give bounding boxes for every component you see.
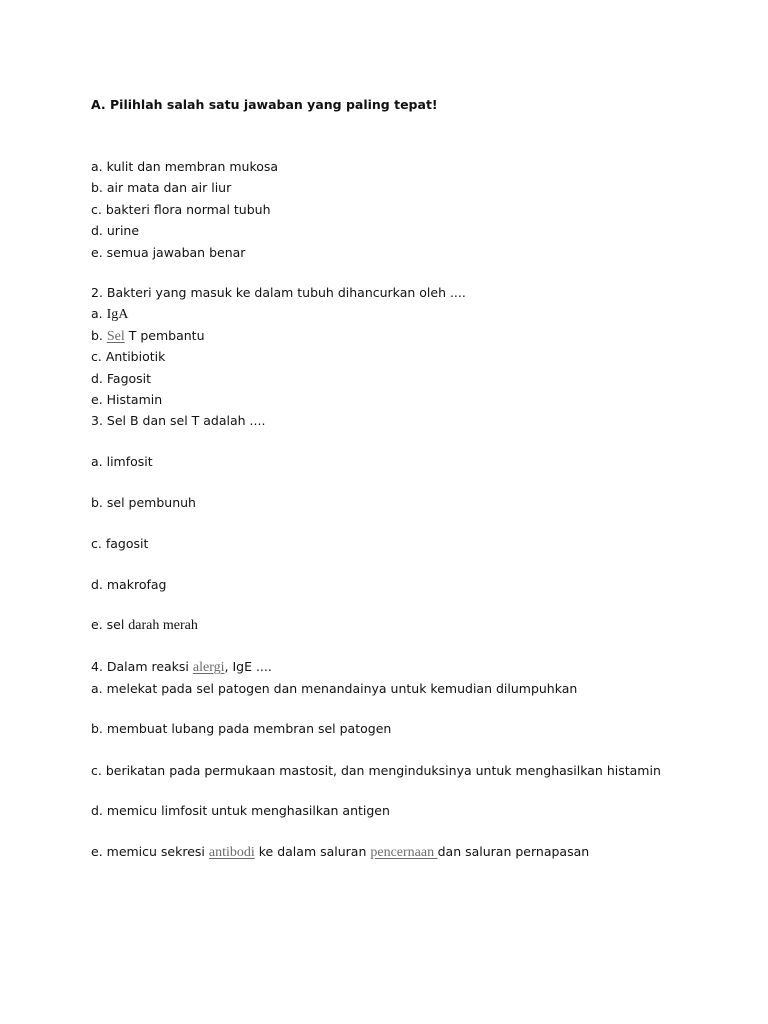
q2-option-a-prefix: a. [91, 306, 107, 321]
q4-option-a: a. melekat pada sel patogen dan menandainya untuk kemudian dilumpuhkan [91, 681, 578, 696]
q4-option-b: b. membuat lubang pada membran sel patogen [91, 721, 392, 736]
q3-question: 3. Sel B dan sel T adalah .... [91, 413, 266, 428]
antibodi-link[interactable]: antibodi [208, 845, 255, 860]
q2-option-d: d. Fagosit [91, 371, 152, 386]
q2-option-a-term: IgA [106, 307, 129, 322]
q3-option-e-suffix: darah merah [128, 618, 198, 633]
q3-option-e [91, 617, 198, 634]
alergi-link[interactable]: alergi [192, 660, 225, 675]
q3-option-c: c. fagosit [91, 536, 149, 551]
q3-option-d: d. makrofag [91, 577, 167, 592]
q1-option-b: b. air mata dan air liur [91, 180, 232, 195]
q2-question: 2. Bakteri yang masuk ke dalam tubuh dihancurkan oleh .... [91, 285, 466, 300]
q4-option-e-mid: ke dalam saluran [254, 844, 371, 859]
q4-option-c: c. berikatan pada permukaan mastosit, dan menginduksinya untuk menghasilkan histamin [91, 763, 661, 778]
q2-option-a [91, 306, 128, 323]
pencernaan-link[interactable]: pencernaan [370, 845, 438, 860]
q2-option-e: e. Histamin [91, 392, 163, 407]
q4-option-e-prefix: e. memicu sekresi [91, 844, 209, 859]
q1-option-c: c. bakteri flora normal tubuh [91, 202, 271, 217]
q2-option-c: c. Antibiotik [91, 349, 166, 364]
q4-option-e [91, 844, 589, 861]
q4-question-prefix: 4. Dalam reaksi [91, 659, 193, 674]
section-heading: A. Pilihlah salah satu jawaban yang paling tepat! [91, 97, 438, 112]
q1-option-e: e. semua jawaban benar [91, 245, 246, 260]
q1-option-a: a. kulit dan membran mukosa [91, 159, 279, 174]
q4-question [91, 659, 272, 676]
q2-option-b-prefix: b. [91, 328, 107, 343]
q4-option-e-suffix: dan saluran pernapasan [437, 844, 590, 859]
q2-option-b-suffix: T pembantu [124, 328, 205, 343]
q4-question-suffix: , IgE .... [224, 659, 272, 674]
q3-option-e-prefix: e. sel [91, 617, 129, 632]
q3-option-b: b. sel pembunuh [91, 495, 196, 510]
sel-link[interactable]: Sel [106, 329, 125, 344]
q3-option-a: a. limfosit [91, 454, 153, 469]
q4-option-d: d. memicu limfosit untuk menghasilkan antigen [91, 803, 390, 818]
q2-option-b [91, 328, 205, 345]
q1-option-d: d. urine [91, 223, 140, 238]
